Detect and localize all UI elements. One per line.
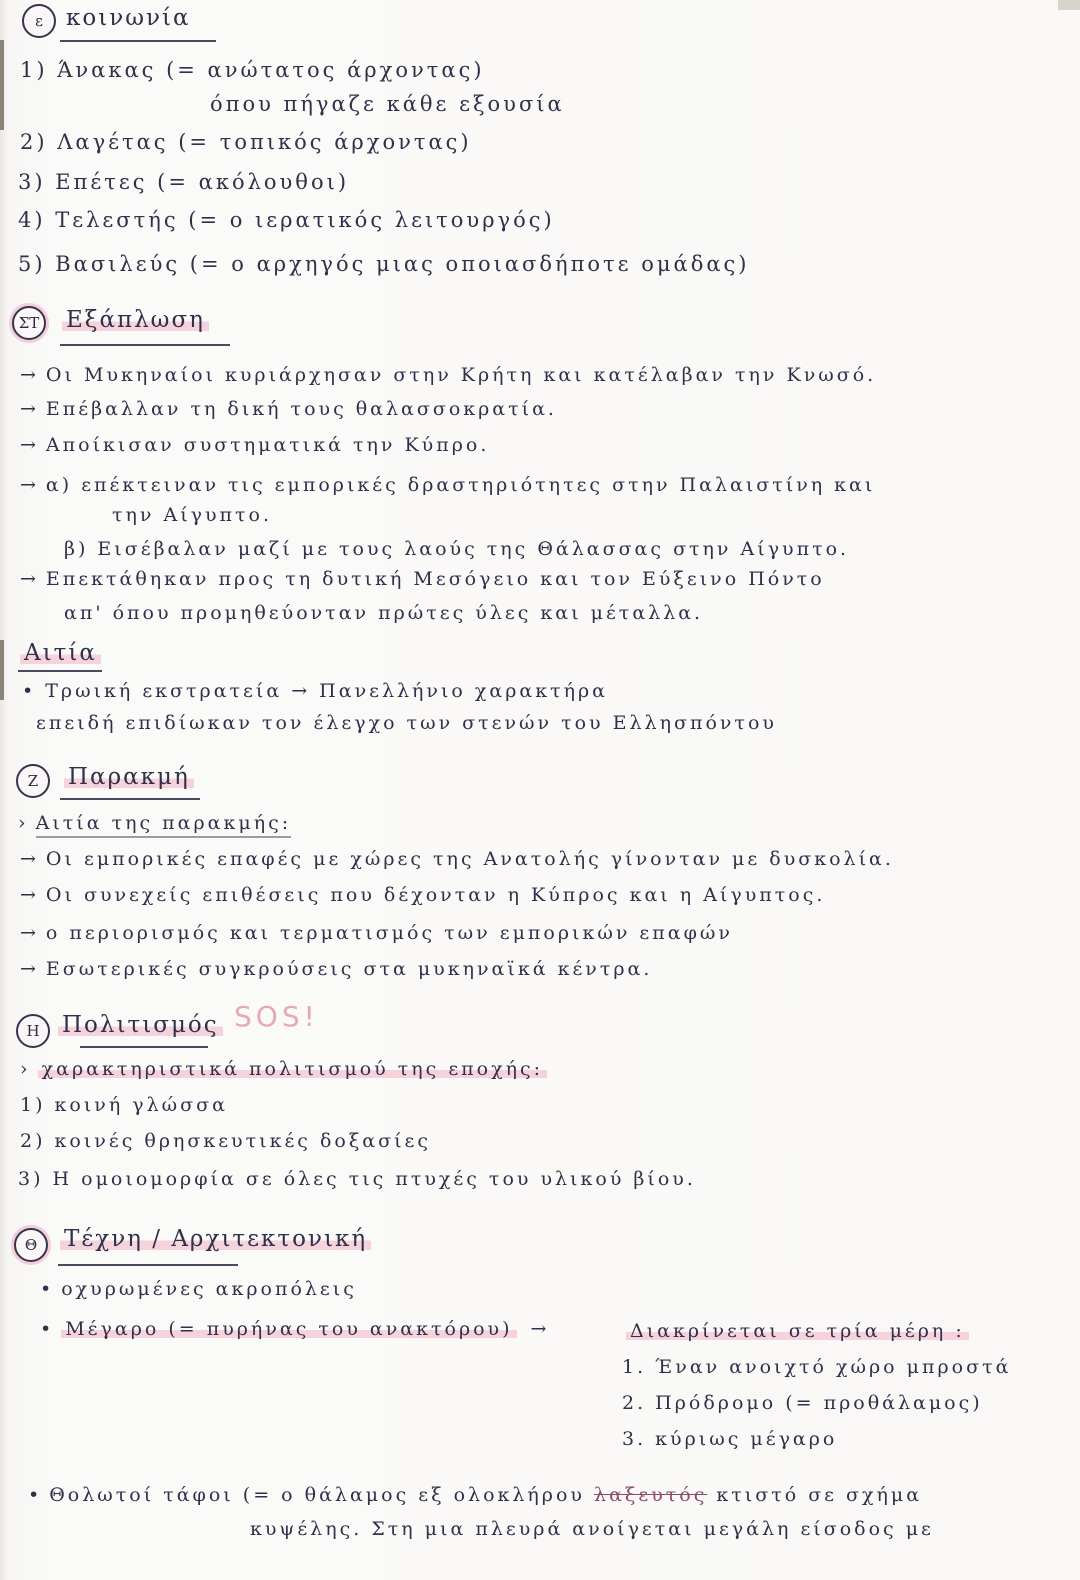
section-marker: Θ [14, 1228, 48, 1262]
section-marker: Ζ [16, 764, 50, 798]
arrow-icon: → [20, 474, 36, 496]
list-item: την Αίγυπτο. [112, 504, 273, 526]
page-edge-mark [0, 40, 4, 130]
list-item: όπου πήγαζε κάθε εξουσία [210, 92, 565, 116]
arrow-icon: → [20, 434, 36, 456]
list-item: 1. Έναν ανοιχτό χώρο μπροστά [622, 1356, 1012, 1378]
list-item: Εσωτερικές συγκρούσεις στα μυκηναϊκά κέντρα. [45, 958, 653, 980]
list-item: Θολωτοί τάφοι (= ο θάλαμος εξ ολοκλήρου [49, 1484, 585, 1506]
section-marker: ΣΤ [12, 306, 46, 340]
bullet-icon: • [28, 1484, 40, 1506]
list-item: α) επέκτειναν τις εμπορικές δραστηριότητες στην Παλαιστίνη και [45, 474, 876, 496]
list-item: Μέγαρο (= πυρήνας του ανακτόρου) [61, 1318, 516, 1340]
list-item: 3) Η ομοιομορφία σε όλες τις πτυχές του υλικού βίου. [18, 1168, 696, 1190]
list-item: • Τρωική εκστρατεία → Πανελλήνιο χαρακτήρα [22, 680, 609, 702]
arrow-icon: → [20, 884, 36, 906]
title-underline [60, 798, 200, 800]
arrow-icon: → [20, 568, 36, 590]
list-item: κτιστό σε σχήμα [716, 1484, 923, 1506]
page-corner [1058, 0, 1080, 10]
arrow-icon: → [20, 364, 36, 386]
list-item: επειδή επιδίωκαν τον έλεγχο των στενών του Ελλησπόντου [36, 712, 777, 734]
list-item: Οι Μυκηναίοι κυριάρχησαν στην Κρήτη και κατέλαβαν την Κνωσό. [45, 364, 877, 386]
list-item: Αποίκισαν συστηματικά την Κύπρο. [45, 434, 490, 456]
list-item: 2) κοινές θρησκευτικές δοξασίες [20, 1130, 432, 1152]
list-item: 5) Βασιλεύς (= ο αρχηγός μιας οποιασδήποτε ομάδας) [18, 252, 750, 276]
arrow-icon: › [18, 812, 26, 834]
title-underline [60, 344, 230, 346]
section-marker: Η [16, 1014, 50, 1048]
page-edge-mark [0, 640, 4, 700]
arrow-icon: → [20, 398, 36, 420]
list-item: Διακρίνεται σε τρία μέρη : [626, 1320, 969, 1342]
subtitle: χαρακτηριστικά πολιτισμού της εποχής: [38, 1058, 547, 1080]
sos-note: SOS! [234, 1000, 319, 1033]
cause-label: Αιτία [20, 640, 101, 666]
list-item: 1) κοινή γλώσσα [20, 1094, 228, 1116]
list-item: Οι εμπορικές επαφές με χώρες της Ανατολής γίνονταν με δυσκολία. [45, 848, 894, 870]
list-item: Οι συνεχείς επιθέσεις που δέχονταν η Κύπρος και η Αίγυπτος. [45, 884, 826, 906]
list-item: κυψέλης. Στη μια πλευρά ανοίγεται μεγάλη είσοδος με [250, 1518, 934, 1540]
arrow-icon: → [20, 922, 36, 944]
list-item: 2) Λαγέτας (= τοπικός άρχοντας) [20, 130, 472, 154]
bullet-icon: • [40, 1278, 52, 1300]
list-item: οχυρωμένες ακροπόλεις [61, 1278, 357, 1300]
list-item: 4) Τελεστής (= ο ιερατικός λειτουργός) [18, 208, 555, 232]
section-title: Τέχνη / Αρχιτεκτονική [60, 1226, 371, 1252]
arrow-icon: → [20, 848, 36, 870]
title-underline [80, 1046, 208, 1048]
title-underline [58, 1264, 238, 1266]
title-underline [60, 40, 216, 42]
list-item: Επέβαλλαν τη δική τους θαλασσοκρατία. [45, 398, 557, 420]
arrow-icon: → [530, 1318, 547, 1340]
list-item: β) Εισέβαλαν μαζί με τους λαούς της Θάλασσας στην Αίγυπτο. [64, 538, 850, 560]
struck-word: λαξευτός [594, 1484, 708, 1506]
label-underline [18, 670, 102, 672]
section-title: Πολιτισμός [58, 1012, 223, 1038]
subtitle: Αιτία της παρακμής: [36, 812, 292, 838]
list-item: ο περιορισμός και τερματισμός των εμπορικών επαφών [45, 922, 733, 944]
list-item: απ' όπου προμηθεύονταν πρώτες ύλες και μέταλλα. [64, 602, 704, 624]
section-title: Εξάπλωση [62, 307, 209, 333]
list-item: 1) Άνακας (= ανώτατος άρχοντας) [20, 58, 485, 82]
section-title: Παρακμή [64, 764, 194, 790]
list-item: 3) Επέτες (= ακόλουθοι) [18, 170, 350, 194]
bullet-icon: • [40, 1318, 52, 1340]
section-marker: ε [22, 4, 56, 38]
list-item: Επεκτάθηκαν προς τη δυτική Μεσόγειο και τον Εύξεινο Πόντο [45, 568, 825, 590]
arrow-icon: → [20, 958, 36, 980]
arrow-icon: › [20, 1058, 28, 1080]
list-item: 3. κύριως μέγαρο [622, 1428, 838, 1450]
list-item: 2. Πρόδρομο (= προθάλαμος) [622, 1392, 983, 1414]
section-title: κοινωνία [66, 5, 191, 31]
